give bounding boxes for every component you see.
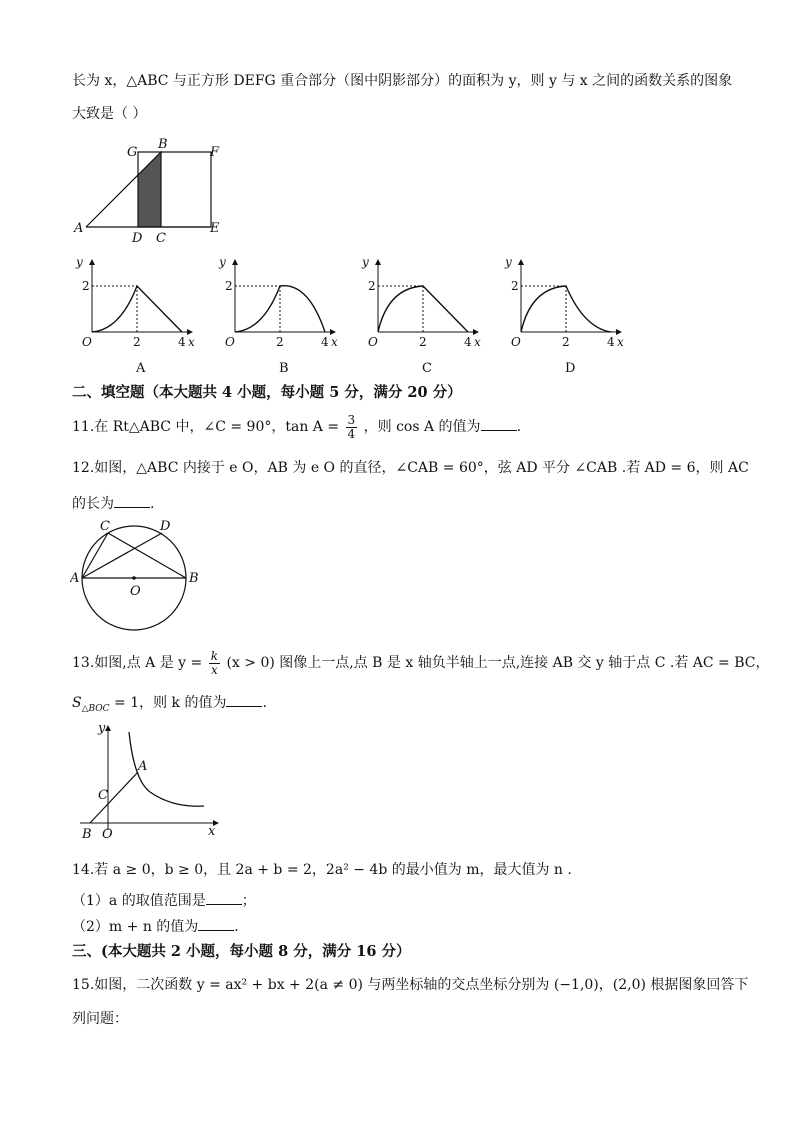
- svg-text:2: 2: [368, 279, 376, 293]
- svg-text:y: y: [362, 255, 369, 269]
- svg-text:y: y: [505, 255, 512, 269]
- q12-answer-blank[interactable]: [114, 493, 150, 508]
- graph-d: [504, 255, 624, 376]
- label-f: F: [210, 145, 220, 160]
- section3-title: 三、(本大题共 2 小题，每小题 8 分，满分 16 分）: [72, 943, 411, 960]
- svg-text:O: O: [368, 335, 378, 349]
- option-label-a: A: [136, 361, 146, 376]
- q11-text: 11.在 Rt△ABC 中，∠C = 90°，tan A = $\frac{3}{4}$ ，则 cos A 的值为 .: [72, 412, 522, 441]
- q12-text-line1: 12.如图，△ABC 内接于 e O，AB 为 e O 的直径，∠CAB = 60°，弦 AD 平分 ∠CAB .若 AD = 6，则 AC: [72, 460, 749, 476]
- q13-fraction: $\frac{k}{x}$: [210, 648, 218, 677]
- svg-text:x: x: [474, 335, 481, 349]
- svg-text:4: 4: [178, 335, 186, 349]
- q13-hyperbola-figure: [78, 720, 228, 844]
- section2-title: 二、填空题（本大题共 4 小题，每小题 5 分，满分 20 分）: [72, 384, 462, 401]
- q12-text-line2: 的长为 .: [72, 493, 154, 514]
- svg-text:y: y: [98, 721, 106, 736]
- q10-text-line2: 大致是（ ）: [72, 106, 147, 122]
- graph-a: [75, 255, 195, 376]
- svg-text:2: 2: [511, 279, 519, 293]
- label-b: B: [158, 137, 168, 152]
- graph-b: [218, 255, 338, 376]
- q11-answer-blank[interactable]: [481, 416, 517, 431]
- q14-text-line1: 14.若 a ≥ 0，b ≥ 0，且 2a + b = 2，2a² − 4b 的最小值为 m，最大值为 n .: [72, 862, 572, 878]
- svg-text:4: 4: [321, 335, 329, 349]
- q13-text-line1: 13.如图,点 A 是 y = $\frac{k}{x}$ (x > 0) 图像上一点,点 B 是 x 轴负半轴上一点,连接 AB 交 y 轴于点 C .若 AC = BC，: [72, 648, 770, 677]
- label-g: G: [127, 145, 138, 160]
- svg-text:2: 2: [276, 335, 284, 349]
- q14-part1-blank[interactable]: [206, 890, 242, 905]
- svg-text:x: x: [188, 335, 195, 349]
- q10-text-line1: 长为 x，△ABC 与正方形 DEFG 重合部分（图中阴影部分）的面积为 y，则 y 与 x 之间的函数关系的图象: [72, 73, 733, 89]
- svg-text:B: B: [189, 571, 199, 586]
- q13-text-line2: $S_{\triangle BOC} = 1$，则 k 的值为 .: [72, 692, 267, 719]
- label-e: E: [210, 221, 220, 236]
- option-label-d: D: [565, 361, 576, 376]
- svg-text:2: 2: [419, 335, 427, 349]
- svg-text:C: C: [100, 519, 110, 534]
- label-c: C: [156, 231, 166, 246]
- svg-text:4: 4: [464, 335, 472, 349]
- svg-text:O: O: [225, 335, 235, 349]
- svg-text:B: B: [82, 827, 92, 842]
- q10-square-triangle-figure: [72, 134, 232, 246]
- svg-text:D: D: [160, 519, 171, 534]
- svg-text:O: O: [82, 335, 92, 349]
- svg-text:2: 2: [82, 279, 90, 293]
- option-label-b: B: [279, 361, 289, 376]
- q15-text-line2: 列问题：: [72, 1011, 128, 1027]
- q14-part1: （1）a 的取值范围是 ；: [72, 890, 256, 911]
- q15-text-line1: 15.如图，二次函数 y = ax² + bx + 2(a ≠ 0) 与两坐标轴的交点坐标分别为 (−1,0)，(2,0) 根据图象回答下: [72, 977, 749, 993]
- svg-text:O: O: [102, 827, 113, 842]
- q11-fraction: $\frac{3}{4}$: [347, 412, 356, 441]
- label-d: D: [132, 231, 143, 246]
- svg-text:A: A: [138, 759, 148, 774]
- svg-text:x: x: [617, 335, 624, 349]
- svg-text:C: C: [98, 788, 108, 803]
- label-a: A: [74, 221, 84, 236]
- svg-text:2: 2: [225, 279, 233, 293]
- svg-text:y: y: [219, 255, 226, 269]
- svg-text:x: x: [208, 824, 216, 839]
- graph-c: [361, 255, 481, 376]
- q14-part2: （2）m + n 的值为 .: [72, 916, 239, 937]
- svg-text:A: A: [70, 571, 80, 586]
- svg-text:y: y: [76, 255, 83, 269]
- svg-text:O: O: [511, 335, 521, 349]
- option-label-c: C: [422, 361, 432, 376]
- svg-text:O: O: [130, 584, 141, 599]
- svg-text:x: x: [331, 335, 338, 349]
- q13-answer-blank[interactable]: [226, 692, 262, 707]
- q12-circle-figure: [70, 518, 200, 644]
- svg-text:4: 4: [607, 335, 615, 349]
- q14-part2-blank[interactable]: [198, 916, 234, 931]
- svg-text:2: 2: [133, 335, 141, 349]
- q10-answer-graphs: [70, 252, 630, 378]
- svg-text:2: 2: [562, 335, 570, 349]
